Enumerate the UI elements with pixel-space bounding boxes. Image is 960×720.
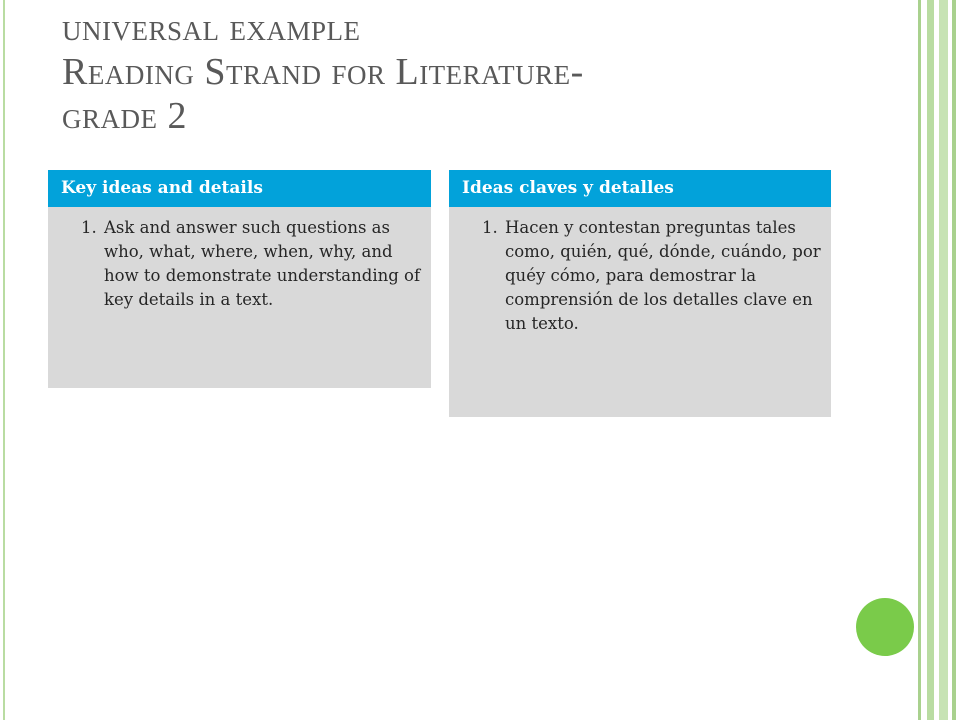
title-line-1: universal example: [62, 7, 361, 49]
green-circle-decoration: [856, 598, 914, 656]
slide-frame-right-line: [952, 0, 956, 720]
right-column-header: Ideas claves y detalles: [449, 170, 831, 207]
slide-frame-right-band: [927, 0, 934, 720]
right-standard-list: [463, 216, 821, 336]
slide-frame-right-line: [918, 0, 921, 720]
list-item: 1. Ask and answer such questions as who, what, where, when, why, and how to demonstrate understanding of key details in a text.: [102, 216, 421, 312]
list-item: 1. Hacen y contestan preguntas tales como, quién, qué, dónde, cuándo, por quéy cómo, para demostrar la comprensión de los detalles clave en un texto.: [503, 216, 821, 336]
slide-title: [62, 6, 762, 138]
slide-frame-right-band: [939, 0, 948, 720]
title-line-3: grade 2: [62, 95, 187, 137]
left-column-header: Key ideas and details: [48, 170, 431, 207]
left-column-body: [48, 207, 431, 388]
title-line-2: Reading Strand for Literature-: [62, 51, 584, 93]
right-column-body: [449, 207, 831, 417]
slide-frame-left-line: [3, 0, 5, 720]
left-standard-list: [62, 216, 421, 312]
